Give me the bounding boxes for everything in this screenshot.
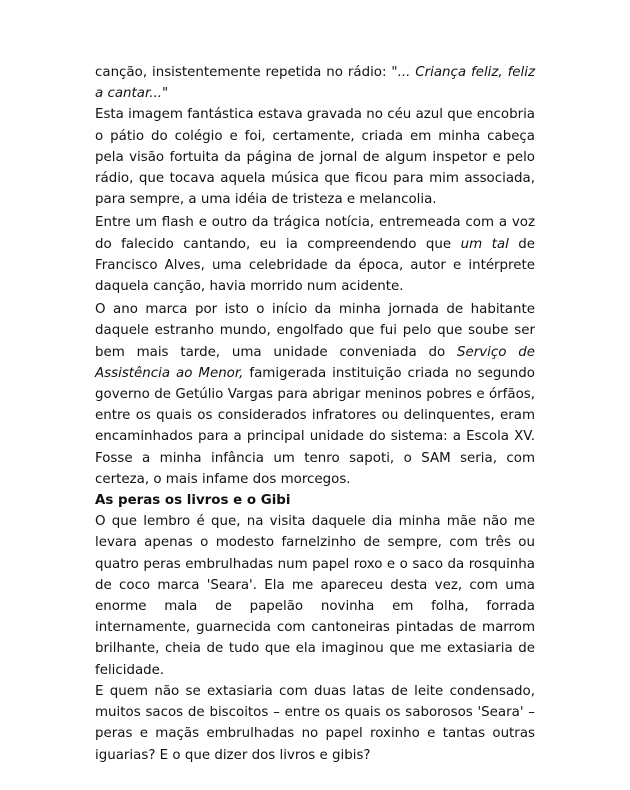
- paragraph-3: [95, 212, 535, 297]
- paragraph-1-text: canção, insistentemente repetida no rádio:: [95, 65, 392, 80]
- paragraph-3-emphasis: um tal: [460, 236, 509, 252]
- section-heading: As peras os livros e o Gibi: [95, 493, 291, 509]
- song-quote: "... Criança feliz, feliz a cantar...": [95, 65, 535, 102]
- paragraph-3-text-a: Entre um flash e outro da trágica notícia, entremeada com a voz do falecido cantando, eu ia compreendendo que: [95, 215, 535, 252]
- document-page: [95, 62, 535, 766]
- paragraph-5: O que lembro é que, na visita daquele dia minha mãe não me levara apenas o modesto farnelzinho de sempre, com três ou quatro peras embrulhadas num papel roxo e o saco da rosquinha de coco marca 'Seara'. Ela me apareceu desta vez, com uma enorme mala de papelão novinha em folha, forrada internamente, guarnecida com cantoneiras pintadas de marrom brilhante, cheia de tudo que ela imaginou que me extasiaria de felicidade.: [95, 514, 535, 678]
- institution-name: Serviço de Assistência ao Menor,: [95, 344, 535, 381]
- paragraph-6: E quem não se extasiaria com duas latas de leite condensado, muitos sacos de biscoitos – entre os quais os saborosos 'Seara' – peras e maçãs embrulhadas no papel roxinho e tantas outras iguarias? E o que dizer dos livros e gibis?: [95, 683, 535, 763]
- paragraph-3-text-c: de Francisco Alves, uma celebridade da época, autor e intérprete daquela canção, havia morrido num acidente.: [95, 236, 536, 295]
- paragraph-2: Esta imagem fantástica estava gravada no céu azul que encobria o pátio do colégio e foi, certamente, criada em minha cabeça pela visão fortuita da página de jornal de algum inspetor e pelo rádio, que tocava aquela música que ficou para mim associada, para sempre, a uma idéia de tristeza e melancolia.: [95, 107, 535, 208]
- paragraph-1: [95, 62, 535, 104]
- paragraph-4: [95, 299, 535, 490]
- paragraph-4-text-c: famigerada instituição criada no segundo governo de Getúlio Vargas para abrigar meninos pobres e órfãos, entre os quais os considerados infratores ou delinquentes, eram encaminhados para a principal unidade do sistema: a Escola XV. Fosse a minha infância um tenro sapoti, o SAM seria, com certeza, o mais infame dos morcegos.: [95, 365, 535, 487]
- paragraph-4-text-a: O ano marca por isto o início da minha jornada de habitante daquele estranho mundo, engolfado que fui pelo que soube ser bem mais tarde, uma unidade conveniada do: [95, 302, 535, 360]
